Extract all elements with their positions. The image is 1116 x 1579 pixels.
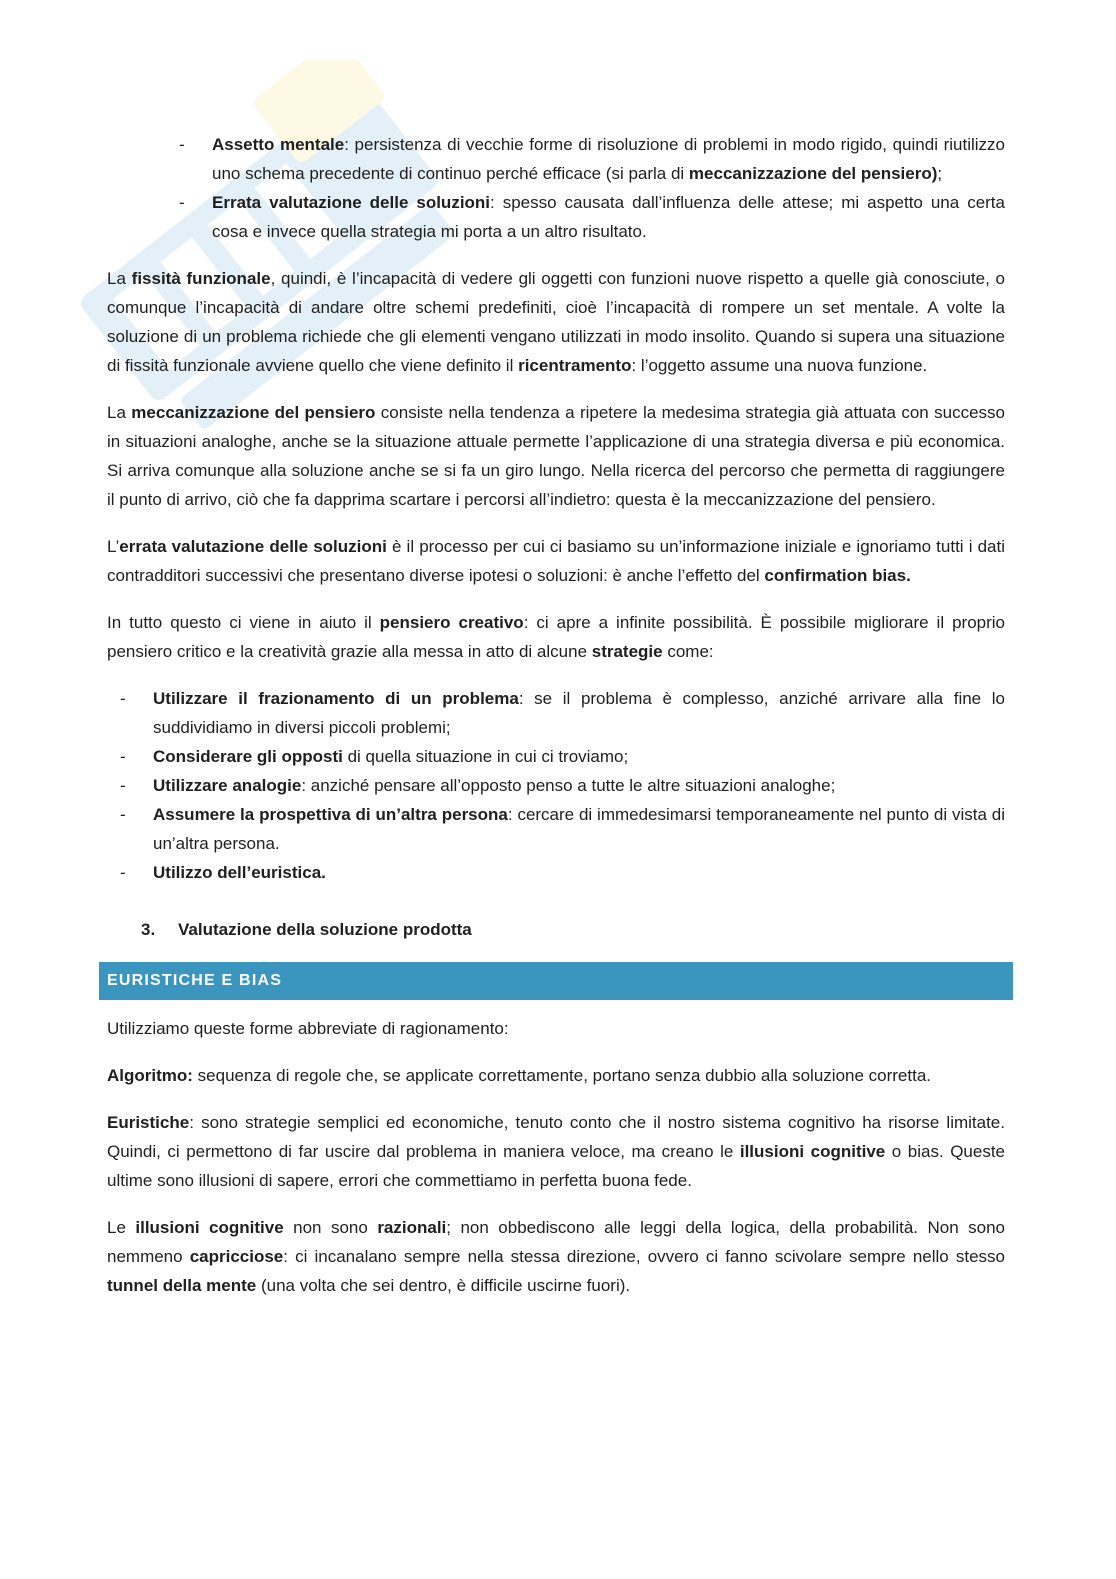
list-item: - Assumere la prospettiva di un’altra persona: cercare di immedesimarsi temporaneamente nel punto di vista di un’altra persona. <box>107 800 1005 858</box>
bullet-dash: - <box>120 689 126 708</box>
paragraph-meccanizzazione: La meccanizzazione del pensiero consiste nella tendenza a ripetere la medesima strategia già attuata con successo in situazioni analoghe, anche se la situazione attuale permette l’applicazione di una strategia diversa e più economica. Si arriva comunque alla soluzione anche se si fa un giro lungo. Nella ricerca del percorso che permetta di raggiungere il punto di arrivo, ciò che fa dapprima scartare i percorsi all’indietro: questa è la meccanizzazione del pensiero. <box>107 403 1005 509</box>
bullet-dash: - <box>120 863 126 882</box>
heading-number: 3. <box>141 920 156 939</box>
list-item: - Utilizzare il frazionamento di un problema: se il problema è complesso, anziché arrivare alla fine lo suddividiamo in diversi piccoli problemi; <box>107 684 1005 742</box>
bullet-dash: - <box>179 193 185 212</box>
paragraph-fissita: La fissità funzionale, quindi, è l’incapacità di vedere gli oggetti con funzioni nuove rispetto a quelle già conosciute, o comunque l’incapacità di andare oltre schemi predefiniti, cioè l’incapacità di rompere un set mentale. A volte la soluzione di un problema richiede che gli elementi vengano utilizzati in modo insolito. Quando si supera una situazione di fissità funzionale avviene quello che viene definito il ricentramento: l’oggetto assume una nuova funzione. <box>107 269 1005 375</box>
bullet-dash: - <box>120 747 126 766</box>
document-body <box>107 130 1005 1318</box>
paragraph-algoritmo: Algoritmo: sequenza di regole che, se applicate correttamente, portano senza dubbio alla soluzione corretta. <box>107 1066 932 1085</box>
bullet-dash: - <box>120 776 126 795</box>
heading-label: Valutazione della soluzione prodotta <box>178 920 472 939</box>
bullet-dash: - <box>120 805 126 824</box>
paragraph-pensiero-creativo: In tutto questo ci viene in aiuto il pensiero creativo: ci apre a infinite possibilità. È possibile migliorare il proprio pensiero critico e la creatività grazie alla messa in atto di alcune strategie come: <box>107 613 1005 661</box>
list-item: - Utilizzo dell’euristica. <box>107 858 1005 887</box>
paragraph-intro: Utilizziamo queste forme abbreviate di ragionamento: <box>107 1019 509 1038</box>
obstacles-list <box>166 130 1005 246</box>
section-banner: EURISTICHE E BIAS <box>99 962 1013 1000</box>
strategies-list <box>107 684 1005 887</box>
paragraph-euristiche: Euristiche: sono strategie semplici ed economiche, tenuto conto che il nostro sistema cognitivo ha risorse limitate. Quindi, ci permettono di far uscire dal problema in maniera veloce, ma creano le illusioni cognitive o bias. Queste ultime sono illusioni di sapere, errori che commettiamo in perfetta buona fede. <box>107 1113 1006 1190</box>
paragraph-errata-valutazione: L’errata valutazione delle soluzioni è il processo per cui ci basiamo su un’informazione iniziale e ignoriamo tutti i dati contradditori successivi che presentano diverse ipotesi o soluzioni: è anche l’effetto del confirmation bias. <box>107 537 1005 585</box>
list-item: - Errata valutazione delle soluzioni: spesso causata dall’influenza delle attese; mi aspetto una certa cosa e invece quella strategia mi porta a un altro risultato. <box>166 188 1005 246</box>
list-item: - Utilizzare analogie: anziché pensare all’opposto penso a tutte le altre situazioni analoghe; <box>107 771 1005 800</box>
bullet-dash: - <box>179 135 185 154</box>
list-item: - Considerare gli opposti di quella situazione in cui ci troviamo; <box>107 742 1005 771</box>
list-item: - Assetto mentale: persistenza di vecchie forme di risoluzione di problemi in modo rigido, quindi riutilizzo uno schema precedente di continuo perché efficace (si parla di meccanizzazione del pensiero); <box>166 130 1005 188</box>
numbered-heading <box>141 915 1005 944</box>
paragraph-illusioni: Le illusioni cognitive non sono razionali; non obbediscono alle leggi della logica, della probabilità. Non sono nemmeno capricciose: ci incanalano sempre nella stessa direzione, ovvero ci fanno scivolare sempre nello stesso tunnel della mente (una volta che sei dentro, è difficile uscirne fuori). <box>107 1218 1005 1295</box>
